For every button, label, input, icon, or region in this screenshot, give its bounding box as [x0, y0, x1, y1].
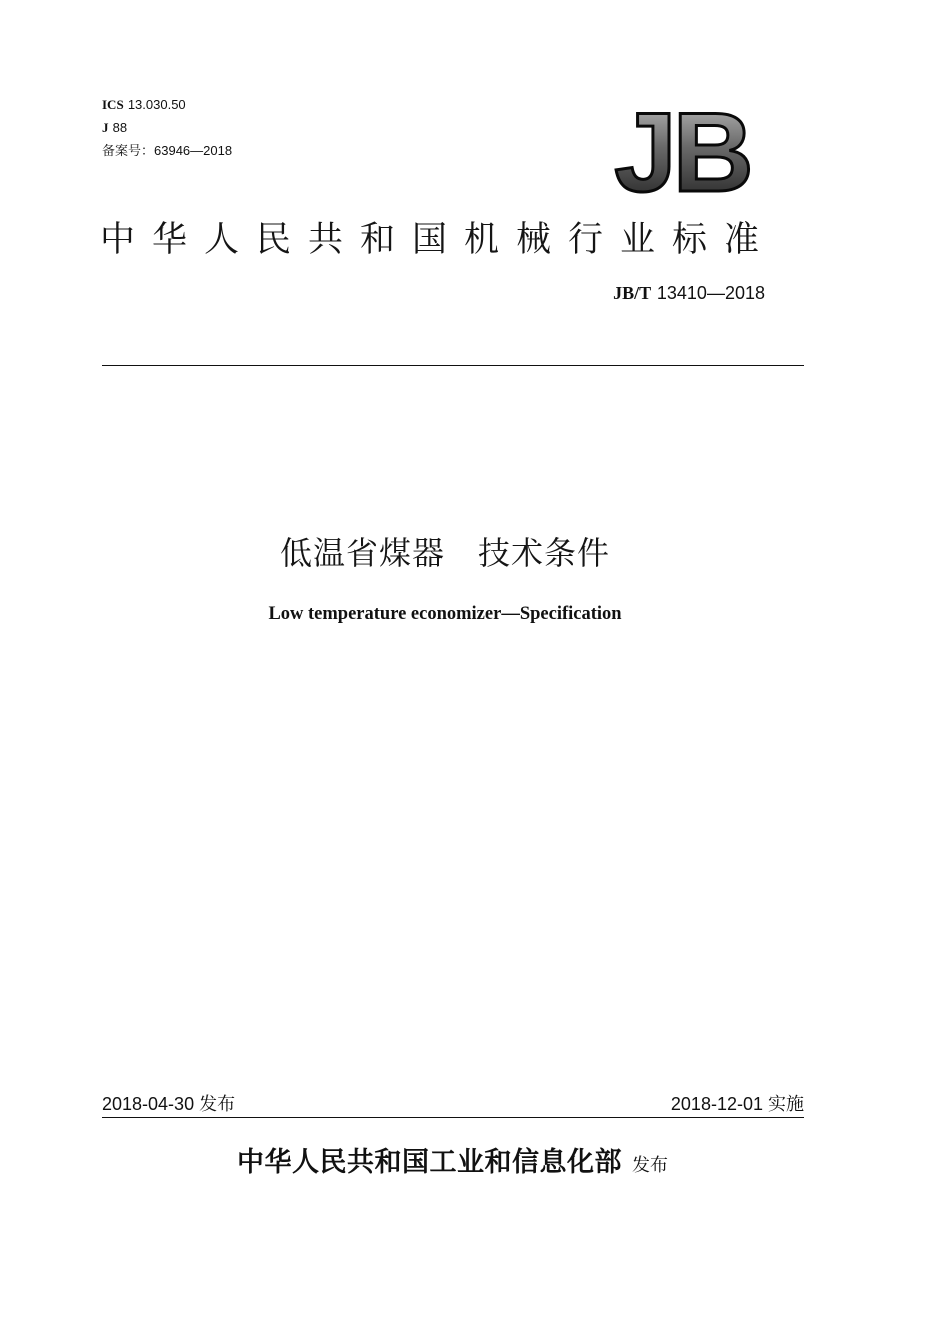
- jb-logo-icon: [600, 96, 760, 200]
- publisher: [0, 1140, 905, 1179]
- classification-code: J 88: [102, 120, 128, 135]
- title-english: Low temperature economizer—Specification: [268, 604, 622, 624]
- ics-code: ICS 13.030.50: [102, 97, 186, 112]
- top-divider: [102, 365, 804, 366]
- standard-number: JB/T 13410—2018: [613, 283, 765, 303]
- publisher-action: 发布: [632, 1155, 668, 1176]
- jb-logo: [600, 96, 760, 200]
- org-title: 中华人民共和国机械行业标准: [100, 220, 777, 260]
- bottom-divider: [102, 1117, 804, 1118]
- publisher-name: 中华人民共和国工业和信息化部: [237, 1147, 622, 1178]
- jb-logo-text: JB: [614, 96, 750, 200]
- record-number: 备案号：63946—2018: [102, 143, 233, 159]
- implementation-date: 2018-12-01 实施: [670, 1094, 804, 1115]
- document-meta: [102, 94, 232, 163]
- title-chinese: 低温省煤器 技术条件: [279, 534, 610, 572]
- issue-date: 2018-04-30 发布: [102, 1094, 236, 1115]
